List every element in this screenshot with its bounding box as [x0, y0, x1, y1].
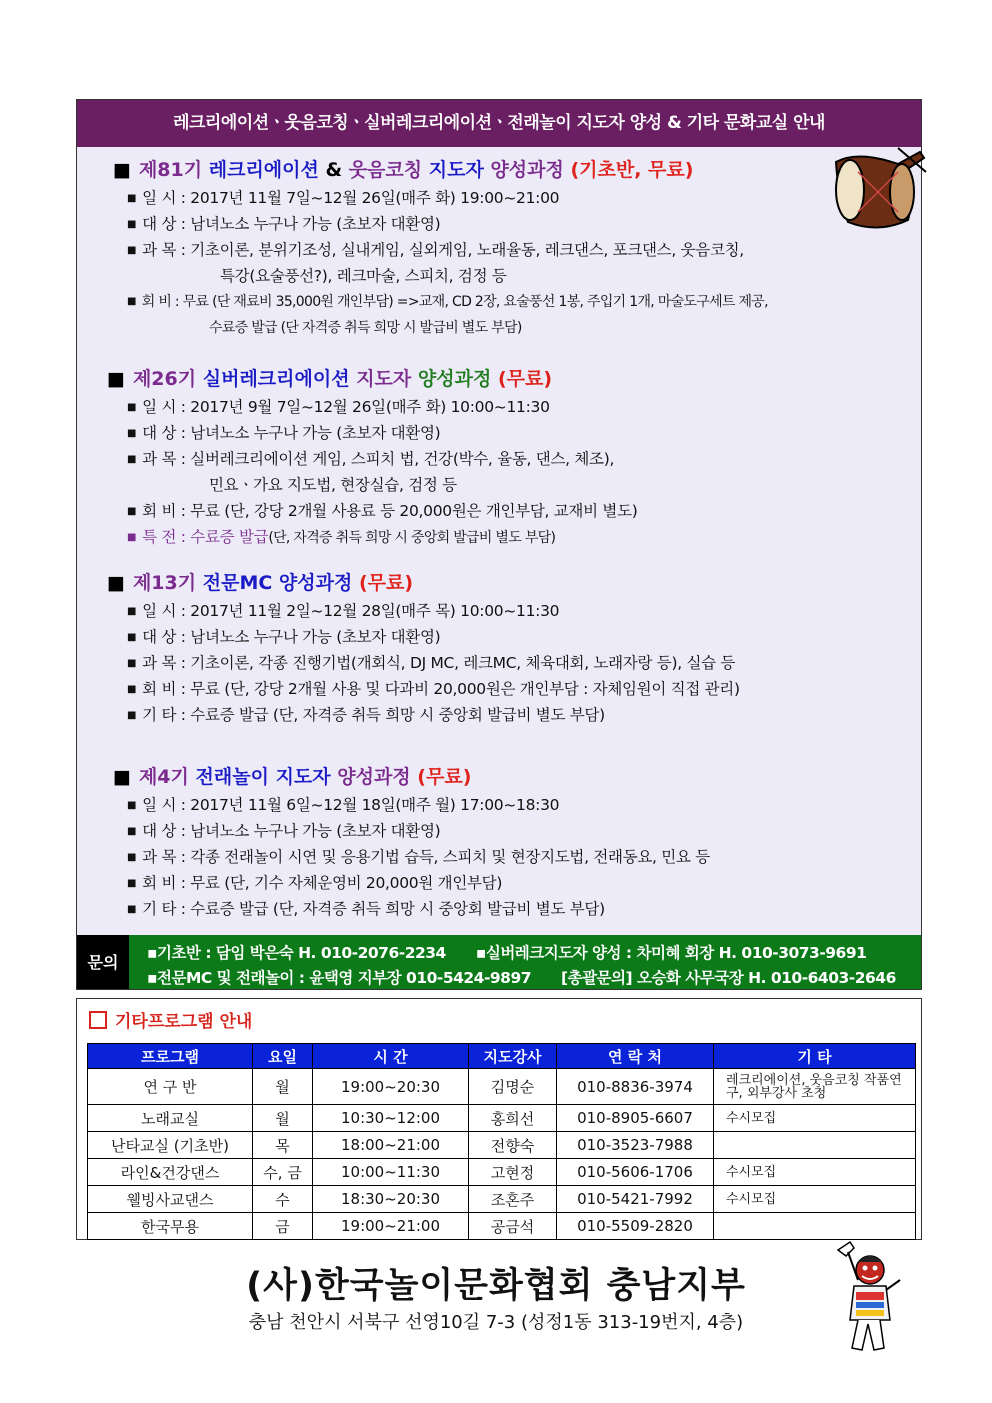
- course-26: [77, 364, 921, 550]
- header-time: 시 간: [313, 1044, 469, 1069]
- table-row: [88, 1069, 916, 1105]
- cell-etc: [714, 1132, 916, 1159]
- course-26-benefit: ■ 특 전 : 수료증 발급(단, 자격증 취득 희망 시 중앙회 발급비 별도 부담): [127, 528, 556, 546]
- cell-instructor: 조혼주: [469, 1186, 557, 1213]
- course-13-schedule: ■ 일 시 : 2017년 11월 2일~12월 28일(매주 목) 10:00~11:30: [127, 602, 560, 620]
- course-info-box: [76, 99, 922, 990]
- course-4-target: ■ 대 상 : 남녀노소 누구나 가능 (초보자 대환영): [127, 822, 441, 840]
- course-4-etc: ■ 기 타 : 수료증 발급 (단, 자격증 취득 희망 시 중앙회 발급비 별도 부담): [127, 900, 605, 918]
- course-26-schedule: ■ 일 시 : 2017년 9월 7일~12월 26일(매주 화) 10:00~11:30: [127, 398, 550, 416]
- cell-time: 19:00~20:30: [313, 1069, 469, 1105]
- other-programs-title: 기타프로그램 안내: [89, 1007, 252, 1032]
- course-81-schedule: ■ 일 시 : 2017년 11월 7일~12월 26일(매주 화) 19:00~21:00: [127, 189, 560, 207]
- cell-time: 19:00~21:00: [313, 1213, 469, 1240]
- header-contact: 연 락 처: [557, 1044, 714, 1069]
- course-13-subjects: ■ 과 목 : 기초이론, 각종 진행기법(개회식, DJ MC, 레크MC, 체육대회, 노래자랑 등), 실습 등: [127, 654, 736, 672]
- course-81-subjects: ■ 과 목 : 기초이론, 분위기조성, 실내게임, 실외게임, 노래율동, 레크댄스, 포크댄스, 웃음코칭,: [127, 241, 744, 259]
- organization-address: 충남 천안시 서북구 선영10길 7-3 (성정1동 313-19번지, 4층): [248, 1312, 744, 1333]
- cell-day: 목: [253, 1132, 313, 1159]
- course-81-fee-cont: 수료증 발급 (단 자격증 취득 희망 시 발급비 별도 부담): [209, 320, 522, 336]
- course-81-target: ■ 대 상 : 남녀노소 누구나 가능 (초보자 대환영): [127, 215, 441, 233]
- contact-bar: [77, 935, 921, 990]
- course-81-subjects-cont: 특강(요술풍선?), 레크마술, 스피치, 검정 등: [220, 267, 507, 285]
- course-13-fee: ■ 회 비 : 무료 (단, 강당 2개월 사용 및 다과비 20,000원은 개인부담 : 자체임원이 직접 관리): [127, 680, 740, 698]
- cell-program: 웰빙사교댄스: [88, 1186, 253, 1213]
- cell-contact: 010-5606-1706: [557, 1159, 714, 1186]
- cell-contact: 010-3523-7988: [557, 1132, 714, 1159]
- cell-etc: 레크리에이션, 웃음코칭 작품연구, 외부강사 초청: [714, 1069, 916, 1105]
- cell-day: 수: [253, 1186, 313, 1213]
- course-81-title: ■ 제81기 레크리에이션 & 웃음코칭 지도자 양성과정 (기초반, 무료): [113, 159, 694, 181]
- course-4-fee: ■ 회 비 : 무료 (단, 기수 자체운영비 20,000원 개인부담): [127, 874, 503, 892]
- course-4-title: ■ 제4기 전래놀이 지도자 양성과정 (무료): [113, 766, 472, 788]
- course-4: [77, 762, 921, 922]
- header-etc: 기 타: [714, 1044, 916, 1069]
- course-81-fee: ■ 회 비 : 무료 (단 재료비 35,000원 개인부담) =>교재, CD 2장, 요술풍선 1봉, 주입기 1개, 마술도구세트 제공,: [127, 294, 768, 310]
- course-4-subjects: ■ 과 목 : 각종 전래놀이 시연 및 응용기법 습득, 스피치 및 현장지도법, 전래동요, 민요 등: [127, 848, 710, 866]
- course-4-schedule: ■ 일 시 : 2017년 11월 6일~12월 18일(매주 월) 17:00~18:30: [127, 796, 560, 814]
- checkbox-icon: [89, 1011, 107, 1029]
- cell-contact: 010-5509-2820: [557, 1213, 714, 1240]
- course-81: [77, 155, 921, 341]
- cell-day: 월: [253, 1105, 313, 1132]
- contact-row-1: ▪기초반 : 담임 박은숙 H. 010-2076-2234 ▪실버레크지도자 양성 : 차미혜 회장 H. 010-3073-9691: [147, 944, 867, 962]
- course-13-title: ■ 제13기 전문MC 양성과정 (무료): [107, 572, 414, 594]
- contact-label: 문의: [77, 935, 129, 990]
- cell-time: 18:30~20:30: [313, 1186, 469, 1213]
- course-13-target: ■ 대 상 : 남녀노소 누구나 가능 (초보자 대환영): [127, 628, 441, 646]
- other-programs: [76, 998, 922, 1240]
- table-row: [88, 1213, 916, 1240]
- cell-etc: 수시모집: [714, 1159, 916, 1186]
- cell-etc: [714, 1213, 916, 1240]
- table-row: [88, 1159, 916, 1186]
- cell-program: 한국무용: [88, 1213, 253, 1240]
- header-program: 프로그램: [88, 1044, 253, 1069]
- organization-name: (사)한국놀이문화협회 충남지부: [246, 1266, 746, 1306]
- janggu-drum-icon: [828, 142, 928, 237]
- course-26-subjects: ■ 과 목 : 실버레크리에이션 게임, 스피치 법, 건강(박수, 율동, 댄스, 체조),: [127, 450, 615, 468]
- program-table: [87, 1043, 916, 1240]
- cell-day: 수, 금: [253, 1159, 313, 1186]
- page-banner: 레크리에이션ㆍ웃음코칭ㆍ실버레크리에이션ㆍ전래놀이 지도자 양성 & 기타 문화교실 안내: [77, 100, 921, 147]
- cell-instructor: 공금석: [469, 1213, 557, 1240]
- mask-dancer-icon: [828, 1240, 908, 1355]
- table-row: [88, 1132, 916, 1159]
- cell-time: 18:00~21:00: [313, 1132, 469, 1159]
- cell-contact: 010-8836-3974: [557, 1069, 714, 1105]
- cell-instructor: 홍희선: [469, 1105, 557, 1132]
- cell-contact: 010-5421-7992: [557, 1186, 714, 1213]
- cell-program: 연 구 반: [88, 1069, 253, 1105]
- cell-etc: 수시모집: [714, 1105, 916, 1132]
- header-instructor: 지도강사: [469, 1044, 557, 1069]
- cell-program: 난타교실 (기초반): [88, 1132, 253, 1159]
- table-row: [88, 1186, 916, 1213]
- table-header-row: [88, 1044, 916, 1069]
- cell-program: 라인&건강댄스: [88, 1159, 253, 1186]
- cell-instructor: 고현정: [469, 1159, 557, 1186]
- cell-day: 금: [253, 1213, 313, 1240]
- cell-time: 10:30~12:00: [313, 1105, 469, 1132]
- contact-row-2: ▪전문MC 및 전래놀이 : 윤택영 지부장 010-5424-9897 [총괄문의] 오승화 사무국장 H. 010-6403-2646: [147, 969, 896, 987]
- course-13-etc: ■ 기 타 : 수료증 발급 (단, 자격증 취득 희망 시 중앙회 발급비 별도 부담): [127, 706, 605, 724]
- table-row: [88, 1105, 916, 1132]
- cell-instructor: 김명순: [469, 1069, 557, 1105]
- cell-contact: 010-8905-6607: [557, 1105, 714, 1132]
- cell-program: 노래교실: [88, 1105, 253, 1132]
- course-26-title: ■ 제26기 실버레크리에이션 지도자 양성과정 (무료): [107, 368, 553, 390]
- cell-etc: 수시모집: [714, 1186, 916, 1213]
- cell-time: 10:00~11:30: [313, 1159, 469, 1186]
- header-day: 요일: [253, 1044, 313, 1069]
- cell-instructor: 전향숙: [469, 1132, 557, 1159]
- course-26-subjects-cont: 민요ㆍ가요 지도법, 현장실습, 검정 등: [209, 476, 457, 494]
- course-26-target: ■ 대 상 : 남녀노소 누구나 가능 (초보자 대환영): [127, 424, 441, 442]
- course-26-fee: ■ 회 비 : 무료 (단, 강당 2개월 사용료 등 20,000원은 개인부담, 교재비 별도): [127, 502, 638, 520]
- cell-day: 월: [253, 1069, 313, 1105]
- course-13: [77, 568, 921, 728]
